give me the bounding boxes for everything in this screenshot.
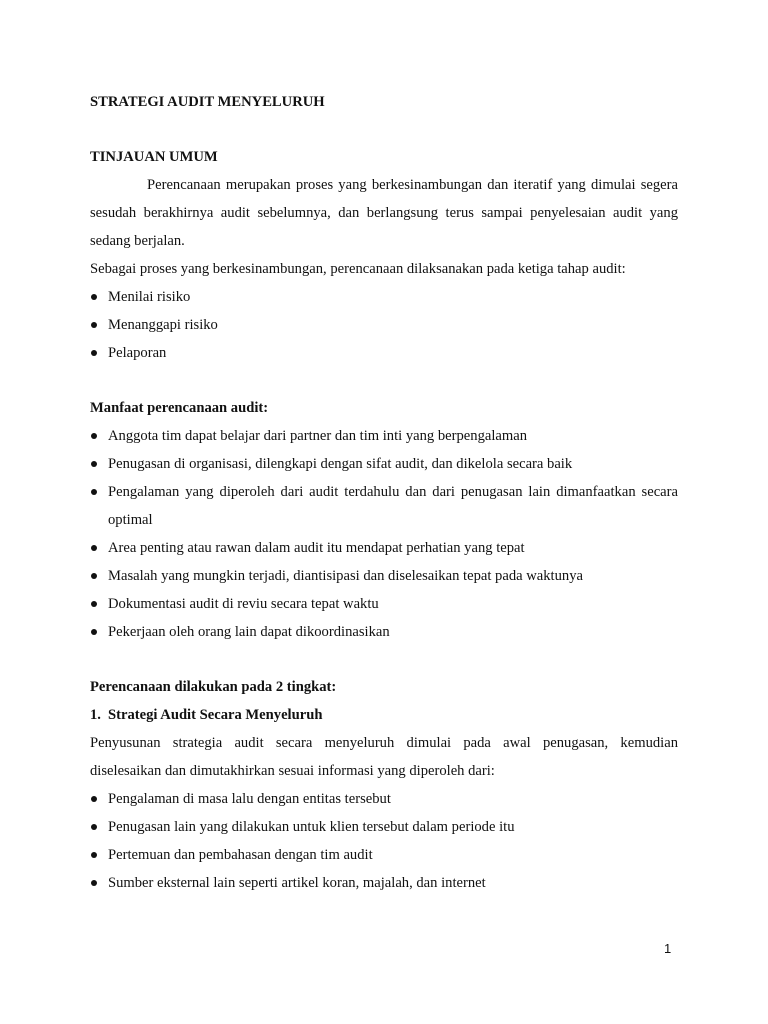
list-item: Pengalaman di masa lalu dengan entitas tersebut	[90, 785, 678, 813]
list-item: Pengalaman yang diperoleh dari audit terdahulu dan dari penugasan lain dimanfaatkan secara optimal	[90, 478, 678, 534]
list-item: Sumber eksternal lain seperti artikel koran, majalah, dan internet	[90, 869, 678, 897]
strategy-paragraph-line-1: Penyusunan strategia audit secara menyeluruh dimulai pada awal penugasan, kemudian	[90, 735, 678, 751]
list-item: Masalah yang mungkin terjadi, diantisipasi dan diselesaikan tepat pada waktunya	[90, 562, 678, 590]
list-item: Menanggapi risiko	[90, 311, 678, 339]
list-item: Penugasan lain yang dilakukan untuk klien tersebut dalam periode itu	[90, 813, 678, 841]
benefits-heading: Manfaat perencanaan audit:	[90, 400, 269, 416]
list-item: Pertemuan dan pembahasan dengan tim audit	[90, 841, 678, 869]
strategy-paragraph-line-2: diselesaikan dan dimutakhirkan sesuai informasi yang diperoleh dari:	[90, 763, 495, 779]
overview-paragraph-line-2: sesudah berakhirnya audit sebelumnya, dan berlangsung terus sampai penyelesaian audit yang	[90, 205, 678, 221]
list-item: Anggota tim dapat belajar dari partner dan tim inti yang berpengalaman	[90, 422, 678, 450]
list-item: Pekerjaan oleh orang lain dapat dikoordinasikan	[90, 618, 678, 646]
list-item: Menilai risiko	[90, 283, 678, 311]
item-title: Strategi Audit Secara Menyeluruh	[108, 707, 323, 723]
audit-stages-list	[90, 283, 678, 367]
overview-paragraph-2: Sebagai proses yang berkesinambungan, perencanaan dilaksanakan pada ketiga tahap audit:	[90, 261, 626, 277]
document-body	[90, 88, 678, 897]
page-number: 1	[664, 941, 672, 956]
overview-paragraph-line-3: sedang berjalan.	[90, 233, 185, 249]
overview-paragraph-line-1: Perencanaan merupakan proses yang berkesinambungan dan iteratif yang dimulai segera	[147, 177, 678, 193]
levels-heading: Perencanaan dilakukan pada 2 tingkat:	[90, 679, 337, 695]
document-title: STRATEGI AUDIT MENYELURUH	[90, 94, 325, 110]
list-item: Area penting atau rawan dalam audit itu mendapat perhatian yang tepat	[90, 534, 678, 562]
numbered-subheading	[90, 701, 678, 729]
list-item: Pelaporan	[90, 339, 678, 367]
overview-heading: TINJAUAN UMUM	[90, 149, 218, 165]
benefits-list	[90, 422, 678, 646]
list-item: Dokumentasi audit di reviu secara tepat waktu	[90, 590, 678, 618]
information-sources-list	[90, 785, 678, 897]
list-item: Penugasan di organisasi, dilengkapi dengan sifat audit, dan dikelola secara baik	[90, 450, 678, 478]
item-number: 1.	[90, 707, 101, 723]
